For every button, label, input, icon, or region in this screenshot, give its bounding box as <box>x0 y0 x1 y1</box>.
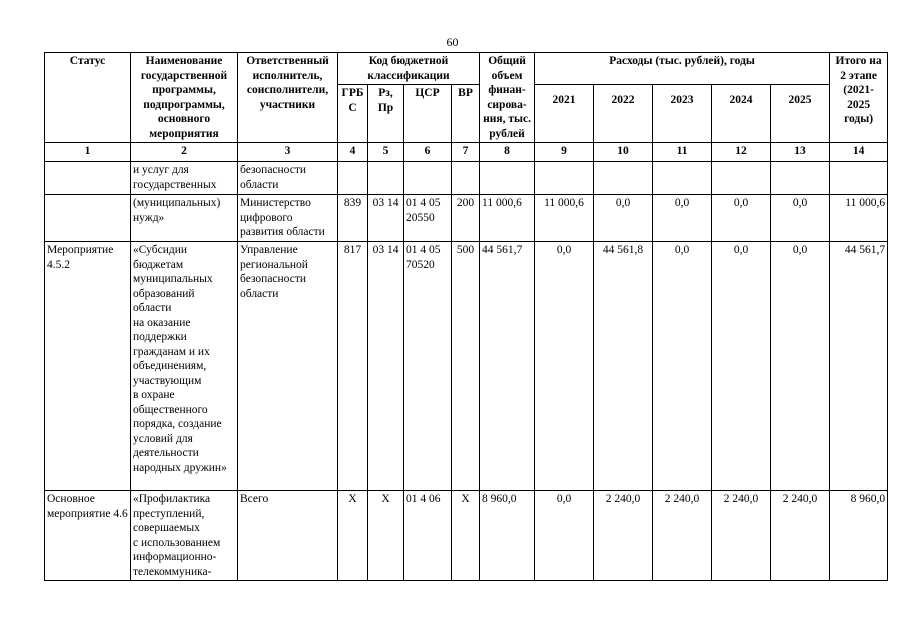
rzpr-cell: 03 14 <box>368 195 404 242</box>
name-cell: «Профилактика преступлений, совершаемых с использованием информационно-телекоммуника- <box>131 491 238 581</box>
header-total-funding: Общий объем финан-сирова-ния, тыс. рублей <box>480 53 535 143</box>
budget-table <box>44 52 888 581</box>
year-2024-cell: 2 240,0 <box>712 491 771 581</box>
year-2025-cell: 2 240,0 <box>771 491 830 581</box>
year-2024-cell <box>712 162 771 195</box>
status-cell <box>45 162 131 195</box>
year-2025-cell <box>771 162 830 195</box>
year-2022-cell <box>594 162 653 195</box>
year-2022-cell: 0,0 <box>594 195 653 242</box>
header-rzpr: Рз, Пр <box>368 85 404 143</box>
column-number: 1 <box>45 143 131 162</box>
year-2022-cell: 44 561,8 <box>594 242 653 491</box>
rzpr-cell: 03 14 <box>368 242 404 491</box>
grbs-cell: 817 <box>338 242 368 491</box>
year-2024-cell: 0,0 <box>712 195 771 242</box>
stage-total-cell: 8 960,0 <box>830 491 888 581</box>
header-expenses-group: Расходы (тыс. рублей), годы <box>535 53 830 85</box>
column-number: 6 <box>404 143 452 162</box>
column-number: 4 <box>338 143 368 162</box>
column-number: 13 <box>771 143 830 162</box>
header-year-2025: 2025 <box>771 85 830 143</box>
year-2021-cell <box>535 162 594 195</box>
csr-cell <box>404 162 452 195</box>
responsible-cell: Всего <box>238 491 338 581</box>
csr-cell: 01 4 06 <box>404 491 452 581</box>
status-cell <box>45 195 131 242</box>
csr-cell: 01 4 05 20550 <box>404 195 452 242</box>
header-year-2024: 2024 <box>712 85 771 143</box>
year-2025-cell: 0,0 <box>771 242 830 491</box>
grbs-cell: X <box>338 491 368 581</box>
year-2023-cell <box>653 162 712 195</box>
year-2023-cell: 2 240,0 <box>653 491 712 581</box>
vr-cell: X <box>452 491 480 581</box>
header-name: Наименование государственной программы, подпрограммы, основного мероприятия <box>131 53 238 143</box>
status-cell: Мероприятие 4.5.2 <box>45 242 131 491</box>
column-number: 9 <box>535 143 594 162</box>
year-2023-cell: 0,0 <box>653 195 712 242</box>
column-number: 10 <box>594 143 653 162</box>
rzpr-cell: X <box>368 491 404 581</box>
page-number: 60 <box>446 35 459 49</box>
name-cell: (муниципальных) нужд» <box>131 195 238 242</box>
column-number: 11 <box>653 143 712 162</box>
table-row <box>45 491 888 581</box>
csr-cell: 01 4 05 70520 <box>404 242 452 491</box>
total-cell: 11 000,6 <box>480 195 535 242</box>
year-2023-cell: 0,0 <box>653 242 712 491</box>
header-responsible: Ответственный исполнитель, соисполнители, участники <box>238 53 338 143</box>
grbs-cell <box>338 162 368 195</box>
table-row <box>45 242 888 491</box>
year-2024-cell: 0,0 <box>712 242 771 491</box>
year-2022-cell: 2 240,0 <box>594 491 653 581</box>
header-year-2022: 2022 <box>594 85 653 143</box>
grbs-cell: 839 <box>338 195 368 242</box>
header-year-2023: 2023 <box>653 85 712 143</box>
year-2021-cell: 11 000,6 <box>535 195 594 242</box>
stage-total-cell: 11 000,6 <box>830 195 888 242</box>
header-row-1 <box>45 53 888 85</box>
column-number: 8 <box>480 143 535 162</box>
header-stage-total: Итого на 2 этапе (2021-2025 годы) <box>830 53 888 143</box>
total-cell: 44 561,7 <box>480 242 535 491</box>
stage-total-cell <box>830 162 888 195</box>
column-number: 3 <box>238 143 338 162</box>
name-cell: «Субсидии бюджетам муниципальных образований области на оказание поддержки гражданам и их объединениям, участвующим в охране общественного порядка, создание условий для деятельности народных дружин» <box>131 242 238 491</box>
total-cell: 8 960,0 <box>480 491 535 581</box>
year-2021-cell: 0,0 <box>535 491 594 581</box>
header-year-2021: 2021 <box>535 85 594 143</box>
column-number: 2 <box>131 143 238 162</box>
column-number-row <box>45 143 888 162</box>
column-number: 14 <box>830 143 888 162</box>
header-vr: ВР <box>452 85 480 143</box>
year-2021-cell: 0,0 <box>535 242 594 491</box>
table-row <box>45 195 888 242</box>
column-number: 5 <box>368 143 404 162</box>
table-row <box>45 162 888 195</box>
rzpr-cell <box>368 162 404 195</box>
header-csr: ЦСР <box>404 85 452 143</box>
name-cell: и услуг для государственных <box>131 162 238 195</box>
vr-cell: 200 <box>452 195 480 242</box>
header-status: Статус <box>45 53 131 143</box>
column-number: 7 <box>452 143 480 162</box>
vr-cell <box>452 162 480 195</box>
year-2025-cell: 0,0 <box>771 195 830 242</box>
header-grbs: ГРБ С <box>338 85 368 143</box>
vr-cell: 500 <box>452 242 480 491</box>
responsible-cell: Министерство цифрового развития области <box>238 195 338 242</box>
column-number: 12 <box>712 143 771 162</box>
stage-total-cell: 44 561,7 <box>830 242 888 491</box>
responsible-cell: Управление региональной безопасности области <box>238 242 338 491</box>
header-code-group: Код бюджетной классификации <box>338 53 480 85</box>
total-cell <box>480 162 535 195</box>
responsible-cell: безопасности области <box>238 162 338 195</box>
status-cell: Основное мероприятие 4.6 <box>45 491 131 581</box>
